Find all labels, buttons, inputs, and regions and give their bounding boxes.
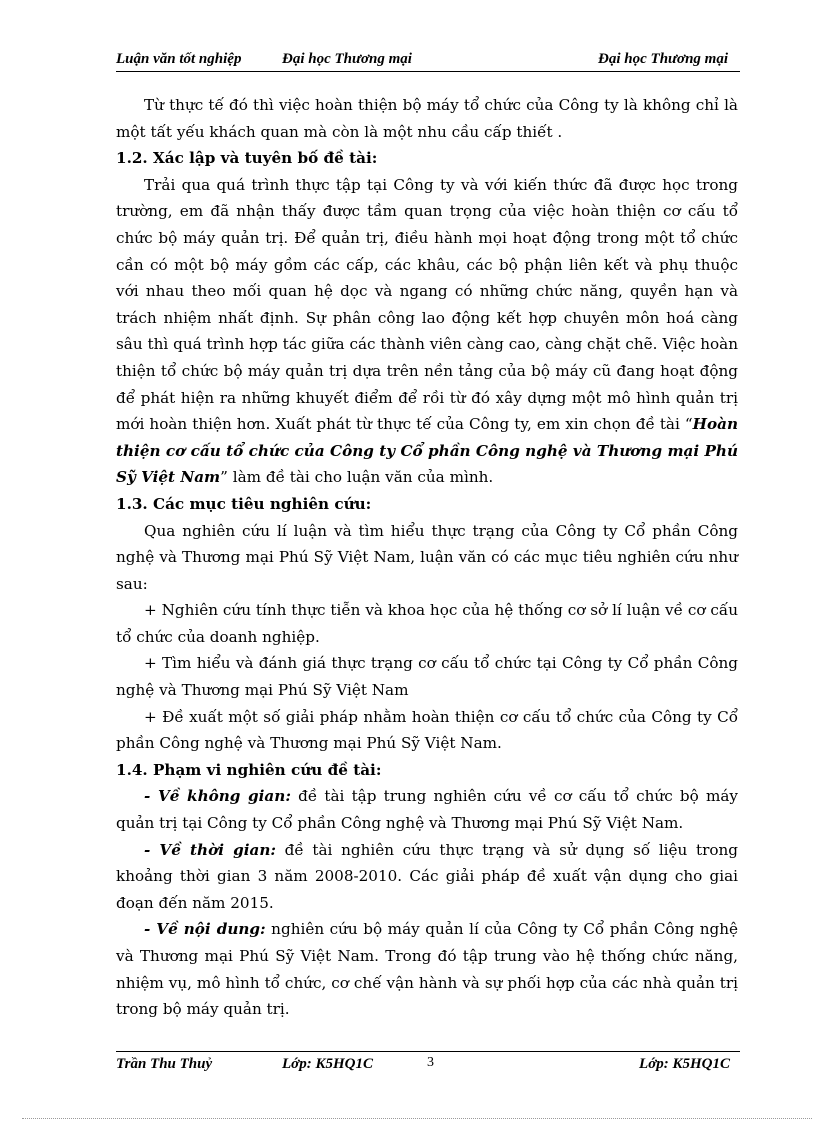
heading-1-2: 1.2. Xác lập và tuyên bố đề tài: [116,149,378,168]
scope-space [116,783,738,836]
document-body [116,92,738,1023]
footer-class-right: Lớp: K5HQ1C [639,1056,730,1072]
heading-1-3: 1.3. Các mục tiêu nghiên cứu: [116,494,372,513]
header-university: Đại học Thương mại [282,51,412,67]
paragraph-topic [116,172,738,491]
scope-content-label: - Về nội dung: [144,920,266,939]
page-number: 3 [427,1055,434,1070]
paragraph-objectives: Qua nghiên cứu lí luận và tìm hiểu thực trạng của Công ty Cổ phần Công nghệ và Thương mại Phú Sỹ Việt Nam, luận văn có các mục tiêu nghiên cứu như sau: [116,521,738,593]
thesis-title: Hoàn thiện cơ cấu tổ chức của Công ty Cổ phần Công nghệ và Thương mại Phú Sỹ Việt Nam [116,415,738,487]
footer-class-left: Lớp: K5HQ1C [282,1056,373,1072]
page-header [116,49,740,72]
footer-author: Trần Thu Thuỷ [116,1056,213,1072]
objective-item-3: + Đề xuất một số giải pháp nhằm hoàn thiện cơ cấu tổ chức của Công ty Cổ phần Công nghệ và Thương mại Phú Sỹ Việt Nam. [116,707,738,753]
paragraph-topic-end: ” làm đề tài cho luận văn của mình. [220,468,494,487]
scope-time-label: - Về thời gian: [144,840,276,859]
page-bottom-divider [22,1118,812,1119]
paragraph-topic-text: Trải qua quá trình thực tập tại Công ty và với kiến thức đã được học trong trường, em đã nhận thấy được tầm quan trọng của việc hoàn thiện cơ cấu tổ chức bộ máy quản trị. Để quản trị, điều hành mọi hoạt động trong một tổ chức cần có một bộ máy gồm các cấp, các khâu, các bộ phận liên kết và phụ thuộc với nhau theo mối quan hệ dọc và ngang có những chức năng, quyền hạn và trách nhiệm nhất định. Sự phân công lao động kết hợp chuyên môn hoá càng sâu thì quá trình hợp tác giữa các thành viên càng cao, càng chặt chẽ. Việc hoàn thiện tổ chức bộ máy quản trị dựa trên nền tảng của bộ máy cũ đang hoạt động để phát hiện ra những khuyết điểm để rồi từ đó xây dựng một mô hình quản trị mới hoàn thiện hơn. Xuất phát từ thực tế của Công ty, em xin chọn đề tài “ [116,175,738,434]
scope-content [116,916,738,1022]
header-thesis-label: Luận văn tốt nghiệp [116,51,242,67]
heading-1-4: 1.4. Phạm vi nghiên cứu đề tài: [116,760,382,779]
scope-time [116,837,738,917]
scope-content-text: nghiên cứu bộ máy quản lí của Công ty Cổ phần Công nghệ và Thương mại Phú Sỹ Việt Nam. Trong đó tập trung vào hệ thống chức năng, nhiệm vụ, mô hình tổ chức, cơ chế vận hành và sự phối hợp của các nhà quản trị trong bộ máy quản trị. [116,920,738,1019]
scope-space-label: - Về không gian: [144,787,291,806]
page-footer [116,1051,740,1078]
objective-item-1: + Nghiên cứu tính thực tiễn và khoa học của hệ thống cơ sở lí luận về cơ cấu tổ chức của doanh nghiệp. [116,601,738,646]
paragraph-intro: Từ thực tế đó thì việc hoàn thiện bộ máy tổ chức của Công ty là không chỉ là một tất yếu khách quan mà còn là một nhu cầu cấp thiết . [116,96,738,141]
scope-time-text: đề tài nghiên cứu thực trạng và sử dụng số liệu trong khoảng thời gian 3 năm 2008-2010. Các giải pháp đề xuất vận dụng cho giai đoạn đến năm 2015. [116,840,738,912]
header-university-right: Đại học Thương mại [598,51,728,67]
scope-space-text: đề tài tập trung nghiên cứu về cơ cấu tổ chức bộ máy quản trị tại Công ty Cổ phần Công nghệ và Thương mại Phú Sỹ Việt Nam. [116,787,738,833]
objective-item-2: + Tìm hiểu và đánh giá thực trạng cơ cấu tổ chức tại Công ty Cổ phần Công nghệ và Thương mại Phú Sỹ Việt Nam [116,654,738,700]
